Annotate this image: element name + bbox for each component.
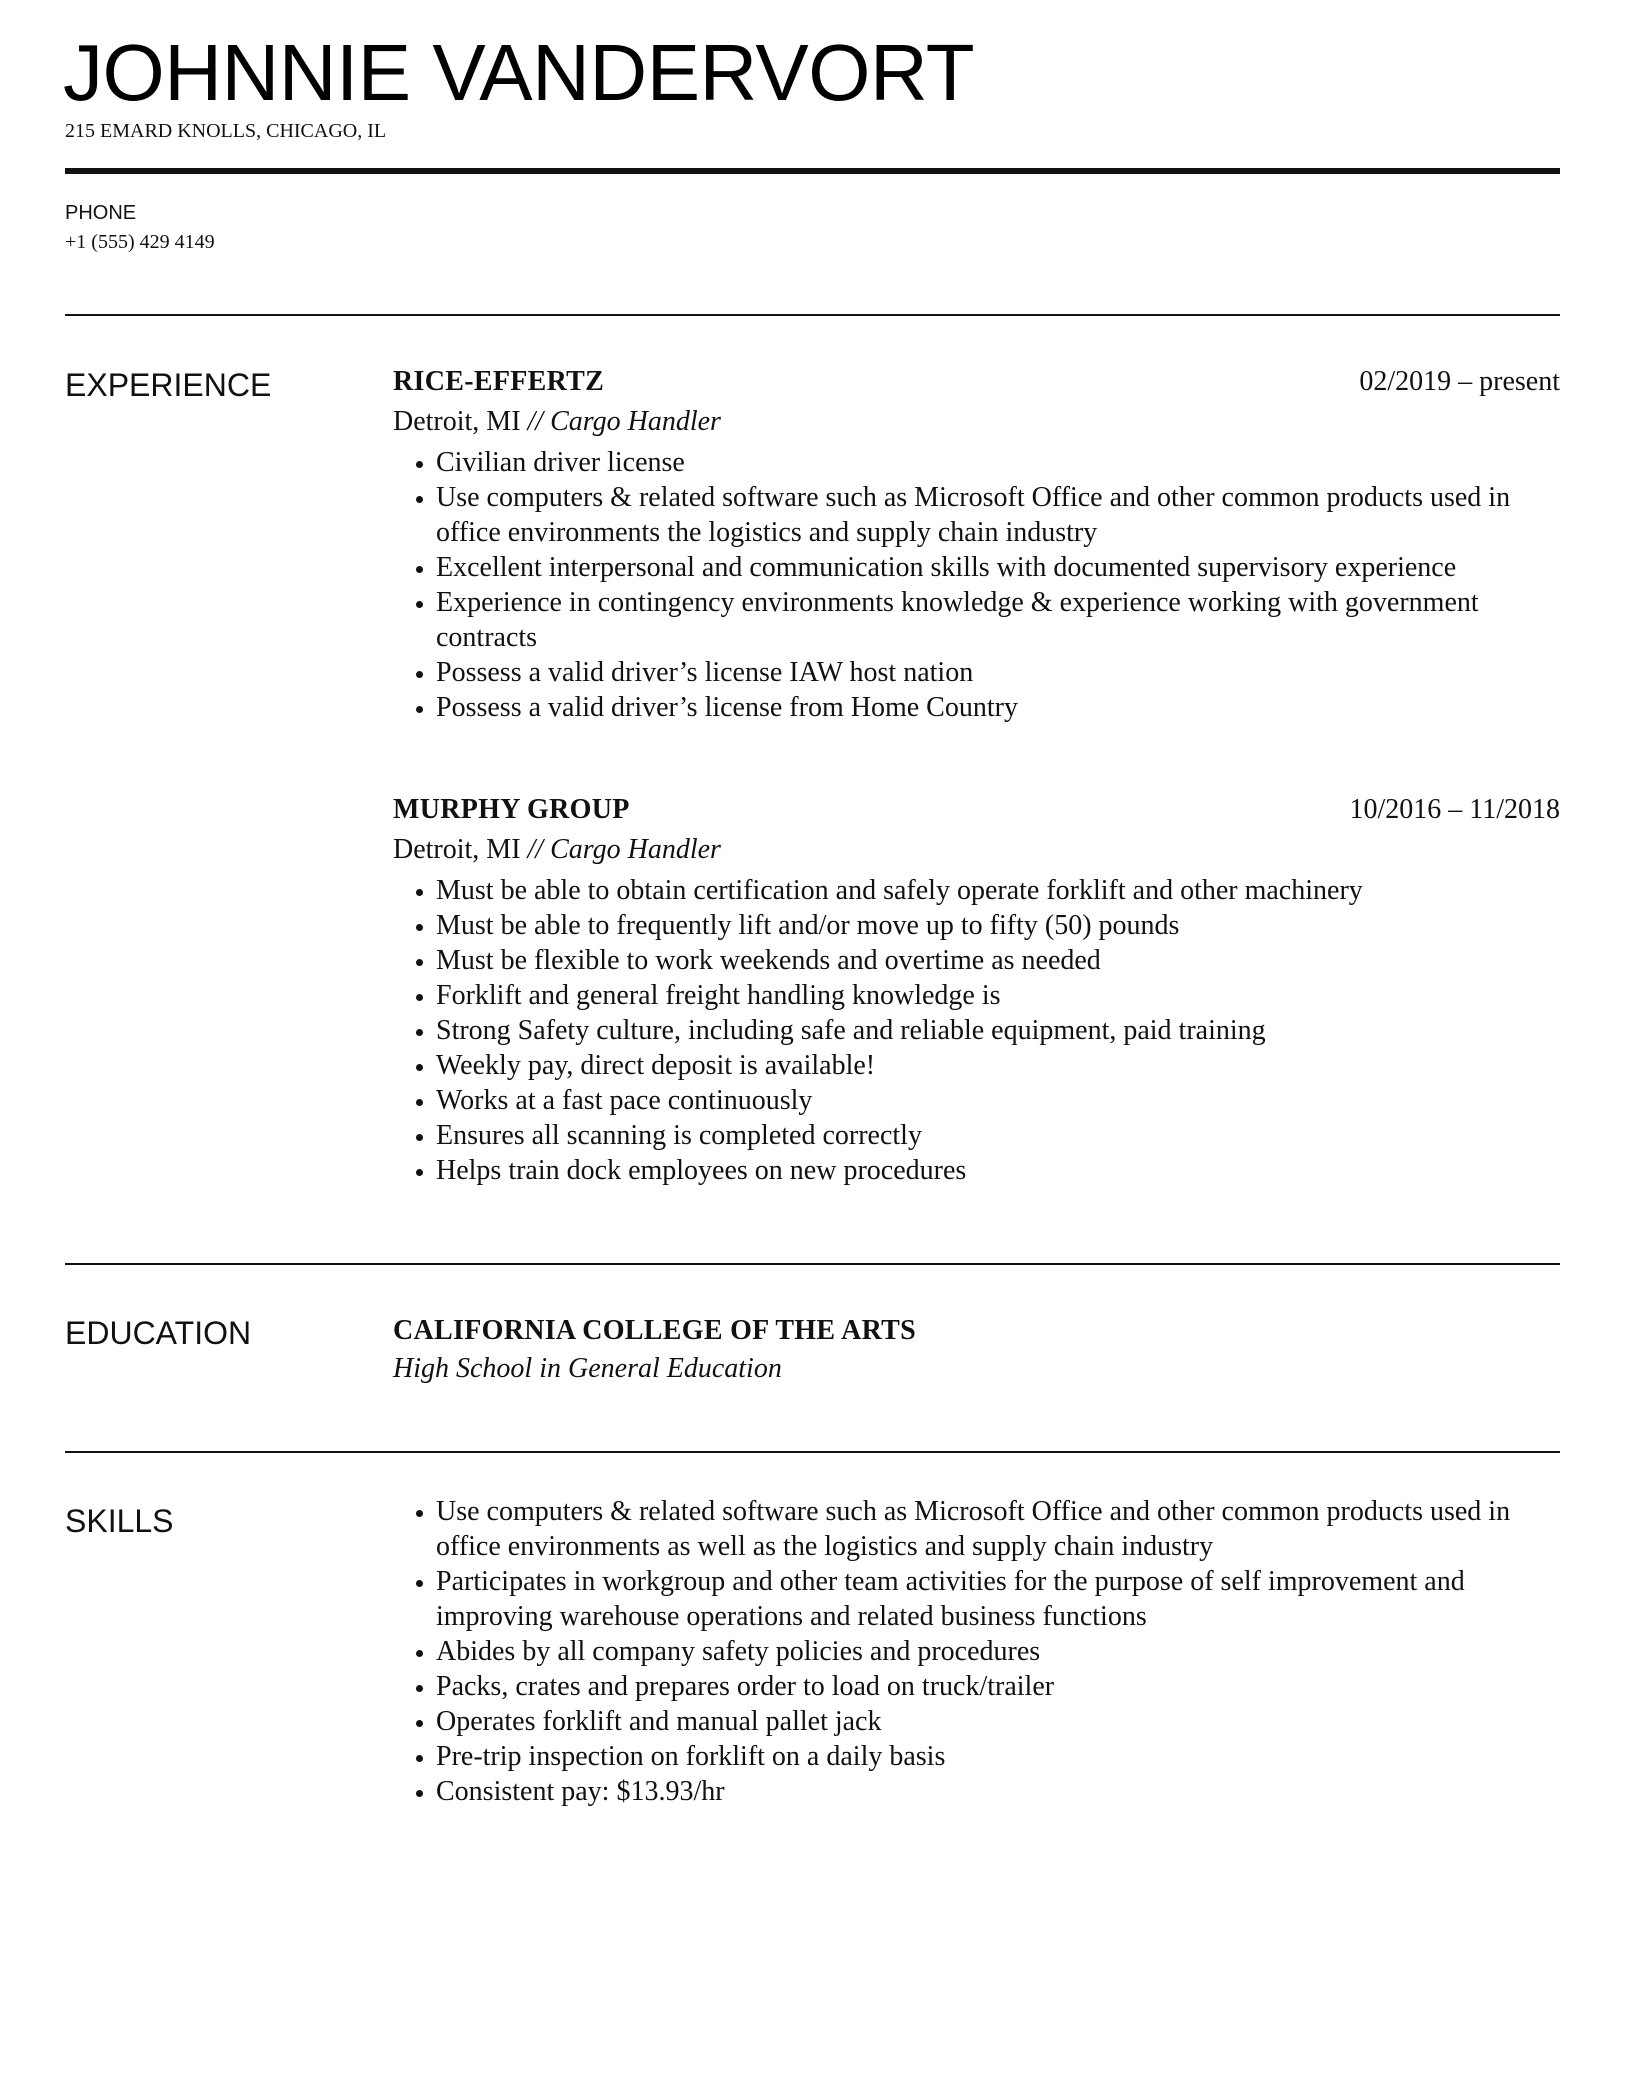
job-location: Detroit, MI [393, 406, 521, 437]
list-item: • Helps train dock employees on new procedures [436, 1153, 1560, 1188]
header-divider [65, 168, 1560, 174]
section-divider [65, 314, 1560, 316]
list-item: • Possess a valid driver’s license IAW host nation [436, 655, 1560, 690]
candidate-name: JOHNNIE VANDERVORT [63, 28, 975, 117]
skills-list [393, 1494, 1560, 1809]
list-item: • Must be able to obtain certification and safely operate forklift and other machinery [436, 873, 1560, 908]
list-item: • Must be able to frequently lift and/or move up to fifty (50) pounds [436, 908, 1560, 943]
degree: High School in General Education [393, 1353, 782, 1384]
separator: // [520, 406, 551, 437]
job-bullets [393, 445, 1560, 725]
company-name: MURPHY GROUP [393, 794, 630, 825]
list-item: • Weekly pay, direct deposit is available! [436, 1048, 1560, 1083]
education-entry [393, 1313, 1560, 1386]
phone-label: PHONE [65, 202, 137, 224]
list-item: • Civilian driver license [436, 445, 1560, 480]
job-dates: 02/2019 – present [1359, 366, 1560, 397]
list-item: • Excellent interpersonal and communication skills with documented supervisory experience [436, 550, 1560, 585]
list-item: • Strong Safety culture, including safe and reliable equipment, paid training [436, 1013, 1560, 1048]
experience-heading: EXPERIENCE [65, 367, 272, 403]
separator: // [520, 834, 551, 865]
list-item: • Use computers & related software such as Microsoft Office and other common products used in office environments the logistics and supply chain industry [436, 480, 1560, 550]
job-entry [393, 364, 1560, 725]
job-location: Detroit, MI [393, 834, 521, 865]
list-item: • Works at a fast pace continuously [436, 1083, 1560, 1118]
skills-heading: SKILLS [65, 1503, 174, 1539]
list-item: • Pre-trip inspection on forklift on a daily basis [436, 1739, 1560, 1774]
list-item: • Experience in contingency environments knowledge & experience working with government contracts [436, 585, 1560, 655]
school-name: CALIFORNIA COLLEGE OF THE ARTS [393, 1315, 917, 1346]
list-item: • Must be flexible to work weekends and overtime as needed [436, 943, 1560, 978]
job-subtitle [393, 404, 1560, 439]
address: 215 EMARD KNOLLS, CHICAGO, IL [65, 120, 387, 142]
job-dates: 10/2016 – 11/2018 [1349, 794, 1560, 825]
list-item: • Packs, crates and prepares order to load on truck/trailer [436, 1669, 1560, 1704]
list-item: • Ensures all scanning is completed correctly [436, 1118, 1560, 1153]
job-title: Cargo Handler [550, 834, 721, 865]
list-item: • Participates in workgroup and other team activities for the purpose of self improvement and improving warehouse operations and related business functions [436, 1564, 1560, 1634]
job-entry [393, 792, 1560, 1188]
list-item: • Forklift and general freight handling knowledge is [436, 978, 1560, 1013]
section-divider [65, 1263, 1560, 1265]
education-heading: EDUCATION [65, 1315, 252, 1351]
list-item: • Possess a valid driver’s license from Home Country [436, 690, 1560, 725]
list-item: • Consistent pay: $13.93/hr [436, 1774, 1560, 1809]
skills-list-container [393, 1494, 1560, 1809]
section-divider [65, 1451, 1560, 1453]
job-bullets [393, 873, 1560, 1188]
job-title: Cargo Handler [550, 406, 721, 437]
job-subtitle [393, 832, 1560, 867]
phone-number: +1 (555) 429 4149 [65, 231, 215, 253]
list-item: • Use computers & related software such as Microsoft Office and other common products used in office environments as well as the logistics and supply chain industry [436, 1494, 1560, 1564]
list-item: • Operates forklift and manual pallet jack [436, 1704, 1560, 1739]
company-name: RICE-EFFERTZ [393, 366, 605, 397]
list-item: • Abides by all company safety policies and procedures [436, 1634, 1560, 1669]
